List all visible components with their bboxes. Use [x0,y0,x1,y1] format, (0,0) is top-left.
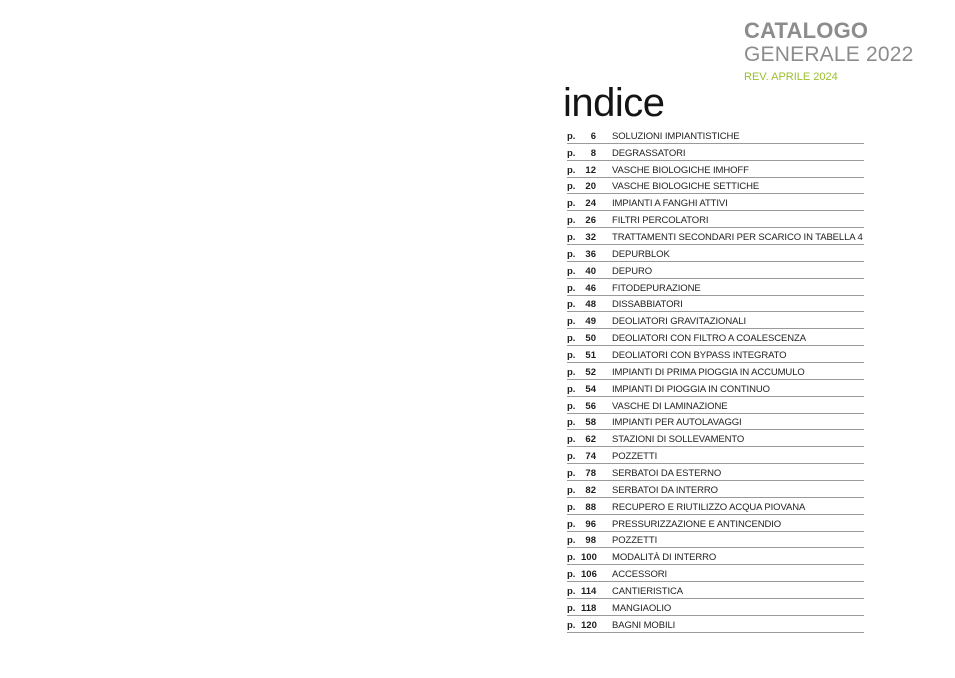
toc-entry[interactable] [567,228,864,245]
page-number: 58 [585,417,596,429]
catalog-subtitle: GENERALE 2022 [744,43,914,66]
catalog-title: CATALOGO [744,18,869,43]
toc-entry[interactable] [567,599,864,616]
entry-title: POZZETTI [612,451,658,463]
page-number: 54 [585,383,596,395]
toc-entry[interactable] [567,144,864,161]
entry-title: MANGIAOLIO [612,602,672,614]
page-number: 106 [581,569,597,581]
entry-title: DEPURO [612,265,653,277]
toc-entry[interactable] [567,414,864,431]
page-prefix: p. [567,518,576,530]
page-prefix: p. [567,248,576,260]
entry-title: DEOLIATORI CON BYPASS INTEGRATO [612,350,787,362]
entry-title: ACCESSORI [612,569,668,581]
toc-entry[interactable] [567,329,864,346]
page-prefix: p. [567,484,576,496]
page-number: 56 [585,400,596,412]
page-number: 96 [585,518,596,530]
page-prefix: p. [567,299,576,311]
toc-entry[interactable] [567,296,864,313]
toc-entry[interactable] [567,430,864,447]
toc-entry[interactable] [567,582,864,599]
page-prefix: p. [567,619,576,631]
page-number: 49 [585,316,596,328]
entry-title: BAGNI MOBILI [612,619,676,631]
page-number: 32 [585,232,596,244]
entry-title: DEOLIATORI CON FILTRO A COALESCENZA [612,333,806,345]
entry-title: STAZIONI DI SOLLEVAMENTO [612,434,745,446]
toc-entry[interactable] [567,194,864,211]
entry-title: TRATTAMENTI SECONDARI PER SCARICO IN TABELLA 4 [612,232,863,244]
page-prefix: p. [567,535,576,547]
entry-title: MODALITÀ DI INTERRO [612,552,717,564]
page-number: 118 [581,602,597,614]
toc-entry[interactable] [567,363,864,380]
entry-title: DEOLIATORI GRAVITAZIONALI [612,316,747,328]
entry-title: SOLUZIONI IMPIANTISTICHE [612,130,740,142]
toc-entry[interactable] [567,245,864,262]
entry-title: POZZETTI [612,535,658,547]
entry-title: VASCHE DI LAMINAZIONE [612,400,728,412]
page-prefix: p. [567,569,576,581]
toc-entry[interactable] [567,481,864,498]
page-prefix: p. [567,400,576,412]
entry-title: VASCHE BIOLOGICHE IMHOFF [612,164,749,176]
toc-entry[interactable] [567,346,864,363]
entry-title: DEGRASSATORI [612,147,686,159]
page-number: 50 [585,333,596,345]
page-prefix: p. [567,215,576,227]
entry-title: FITODEPURAZIONE [612,282,701,294]
catalog-revision: REV. APRILE 2024 [744,71,838,83]
page-number: 82 [585,484,596,496]
page-prefix: p. [567,350,576,362]
page-prefix: p. [567,164,576,176]
page-number: 100 [581,552,597,564]
page-number: 120 [581,619,597,631]
toc-entry[interactable] [567,161,864,178]
entry-title: SERBATOI DA ESTERNO [612,468,722,480]
page-number: 62 [585,434,596,446]
page-prefix: p. [567,333,576,345]
page-prefix: p. [567,130,576,142]
page-number: 88 [585,501,596,513]
entry-title: IMPIANTI PER AUTOLAVAGGI [612,417,742,429]
page-prefix: p. [567,468,576,480]
page-number: 36 [585,248,596,260]
page-prefix: p. [567,316,576,328]
page-prefix: p. [567,602,576,614]
page-number: 74 [585,451,596,463]
page-number: 20 [585,181,596,193]
toc-entry[interactable] [567,178,864,195]
page-number: 8 [590,147,596,159]
toc-entry[interactable] [567,262,864,279]
page-number: 46 [585,282,596,294]
toc-entry[interactable] [567,548,864,565]
page-number: 114 [581,586,597,598]
page-number: 51 [585,350,596,362]
toc-entry[interactable] [567,312,864,329]
entry-title: VASCHE BIOLOGICHE SETTICHE [612,181,760,193]
entry-title: RECUPERO E RIUTILIZZO ACQUA PIOVANA [612,501,806,513]
toc-entry[interactable] [567,279,864,296]
page-number: 12 [585,164,596,176]
page-number: 26 [585,215,596,227]
page-prefix: p. [567,232,576,244]
toc-entry[interactable] [567,532,864,549]
toc-entry[interactable] [567,565,864,582]
entry-title: FILTRI PERCOLATORI [612,215,709,227]
page-prefix: p. [567,434,576,446]
toc-entry[interactable] [567,127,864,144]
page-prefix: p. [567,501,576,513]
page-prefix: p. [567,383,576,395]
page-number: 24 [585,198,596,210]
page-prefix: p. [567,366,576,378]
page-prefix: p. [567,417,576,429]
page-number: 78 [585,468,596,480]
toc-entry[interactable] [567,211,864,228]
toc-entry[interactable] [567,515,864,532]
page-prefix: p. [567,265,576,277]
page-number: 40 [585,265,596,277]
toc-entry[interactable] [567,380,864,397]
entry-title: SERBATOI DA INTERRO [612,484,718,496]
toc-entry[interactable] [567,397,864,414]
table-of-contents [567,127,864,633]
toc-entry[interactable] [567,498,864,515]
index-heading: indice [563,81,665,125]
toc-entry[interactable] [567,464,864,481]
page-prefix: p. [567,198,576,210]
entry-title: DISSABBIATORI [612,299,683,311]
page-prefix: p. [567,552,576,564]
page-prefix: p. [567,181,576,193]
toc-entry[interactable] [567,447,864,464]
page-number: 98 [585,535,596,547]
page-number: 6 [590,130,596,142]
page-prefix: p. [567,586,576,598]
page-prefix: p. [567,282,576,294]
page-prefix: p. [567,451,576,463]
entry-title: CANTIERISTICA [612,586,684,598]
entry-title: DEPURBLOK [612,248,670,260]
page-prefix: p. [567,147,576,159]
entry-title: IMPIANTI DI PIOGGIA IN CONTINUO [612,383,770,395]
toc-entry[interactable] [567,616,864,633]
entry-title: IMPIANTI A FANGHI ATTIVI [612,198,728,210]
page-number: 48 [585,299,596,311]
entry-title: PRESSURIZZAZIONE E ANTINCENDIO [612,518,782,530]
page-number: 52 [585,366,596,378]
catalog-header [744,20,914,84]
entry-title: IMPIANTI DI PRIMA PIOGGIA IN ACCUMULO [612,366,805,378]
